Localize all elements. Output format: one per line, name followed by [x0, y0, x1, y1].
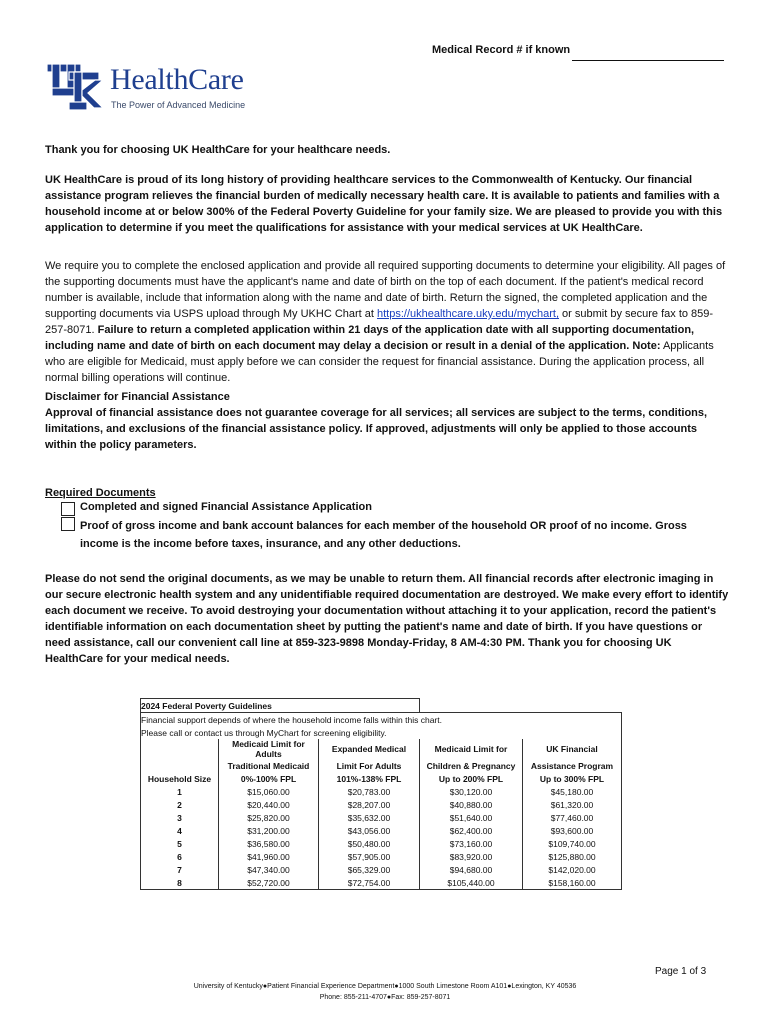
- program-description: UK HealthCare is proud of its long history of providing healthcare services to the Commonwealth of Kentucky. Our financial assistance program relieves the financial burden of medically necessary health care. It is available to patients and families with a household income at or below 300% of the Federal Poverty Guideline for your family size. We are pleased to provide you with this application to determine if you meet the qualifications for assistance with your medical services at UK HealthCare.: [45, 174, 723, 234]
- income-limit-cell: $61,320.00: [523, 798, 622, 811]
- household-size-cell: 4: [141, 824, 219, 837]
- note-label: Note:: [632, 340, 661, 352]
- income-limit-cell: $77,460.00: [523, 811, 622, 824]
- income-limit-cell: $83,920.00: [420, 850, 523, 863]
- income-limit-cell: $51,640.00: [420, 811, 523, 824]
- income-limit-cell: $52,720.00: [219, 876, 319, 890]
- income-limit-cell: $35,632.00: [319, 811, 420, 824]
- income-limit-cell: $15,060.00: [219, 785, 319, 798]
- income-limit-cell: $45,180.00: [523, 785, 622, 798]
- income-limit-cell: $93,600.00: [523, 824, 622, 837]
- disclaimer-body: Approval of financial assistance does not guarantee coverage for all services; all services are subject to the terms, conditions, limitations, and exclusions of the financial assistance policy. If approved, adjustments will only be applied to those accounts within the policy parameters.: [45, 407, 708, 451]
- table-header-cell: Children & Pregnancy: [420, 759, 523, 772]
- table-header-cell: Expanded Medical: [319, 739, 420, 759]
- table-header-cell: Medicaid Limit for: [420, 739, 523, 759]
- table-header-cell: Traditional Medicaid: [219, 759, 319, 772]
- table-header-cell: Household Size: [141, 772, 219, 785]
- poverty-guidelines-table: [140, 698, 622, 890]
- required-doc-item-1: Completed and signed Financial Assistance Application: [80, 501, 372, 513]
- uk-logo-icon: [45, 62, 105, 112]
- instructions-text-a: We require you to complete the enclosed application and provide all required supporting documents to determine your eligibility. All pages of the supporting documents must have the applicant's name and date of birth on the top of each document. If the patient's medical record number is available, include that information along with the name and date of birth. Return the signed, the completed application and the supporting documents via USPS upload through My UKHC Chart at: [45, 260, 726, 320]
- application-instructions: [45, 258, 730, 386]
- table-header-cell: Up to 300% FPL: [523, 772, 622, 785]
- household-size-cell: 3: [141, 811, 219, 824]
- table-header-cell: UK Financial: [523, 739, 622, 759]
- footer-contact: Phone: 855-211-4707●Fax: 859-257-8071: [319, 994, 451, 1001]
- table-row: [141, 785, 622, 798]
- income-limit-cell: $50,480.00: [319, 837, 420, 850]
- intro-text: Thank you for choosing UK HealthCare for your healthcare needs.: [45, 144, 391, 156]
- household-size-cell: 2: [141, 798, 219, 811]
- instructions-text-c: Applicants who are eligible for Medicaid, must apply before we can consider the request for financial assistance. During the application process, all normal billing operations will continue.: [45, 340, 714, 384]
- table-header-cell: [141, 739, 219, 759]
- table-row: [141, 863, 622, 876]
- income-limit-cell: $30,120.00: [420, 785, 523, 798]
- disclaimer-title: Disclaimer for Financial Assistance: [45, 391, 230, 403]
- income-limit-cell: $28,207.00: [319, 798, 420, 811]
- income-limit-cell: $20,783.00: [319, 785, 420, 798]
- table-title: 2024 Federal Poverty Guidelines: [141, 699, 420, 713]
- income-limit-cell: $94,680.00: [420, 863, 523, 876]
- income-limit-cell: $125,880.00: [523, 850, 622, 863]
- table-header-cell: Medicaid Limit for Adults: [219, 739, 319, 759]
- footer-address: University of Kentucky●Patient Financial Experience Department●1000 South Limestone Room A101●Lexington, KY 40536: [193, 983, 577, 990]
- income-limit-cell: $109,740.00: [523, 837, 622, 850]
- required-doc-checkbox-2[interactable]: [61, 517, 75, 531]
- table-note-1: Financial support depends of where the household income falls within this chart.: [141, 713, 622, 727]
- income-limit-cell: $142,020.00: [523, 863, 622, 876]
- table-header-cell: 101%-138% FPL: [319, 772, 420, 785]
- table-row: [141, 876, 622, 890]
- table-row: [141, 824, 622, 837]
- income-limit-cell: $72,754.00: [319, 876, 420, 890]
- income-limit-cell: $25,820.00: [219, 811, 319, 824]
- income-limit-cell: $105,440.00: [420, 876, 523, 890]
- required-documents-title: Required Documents: [45, 487, 156, 499]
- table-header-cell: Up to 200% FPL: [420, 772, 523, 785]
- income-limit-cell: $62,400.00: [420, 824, 523, 837]
- required-doc-checkbox-1[interactable]: [61, 502, 75, 516]
- household-size-cell: 7: [141, 863, 219, 876]
- deadline-warning: Failure to return a completed application within 21 days of the application date with all supporting documentation, including name and date of birth on each document may delay a decision or result in a denial of the application.: [45, 324, 695, 352]
- income-limit-cell: $47,340.00: [219, 863, 319, 876]
- income-limit-cell: $43,056.00: [319, 824, 420, 837]
- logo-wordmark: HealthCare: [110, 63, 244, 96]
- income-limit-cell: $20,440.00: [219, 798, 319, 811]
- medical-record-label: Medical Record # if known: [432, 44, 571, 56]
- documents-notice: Please do not send the original documents, as we may be unable to return them. All financial records after electronic imaging in our secure electronic health system and any unidentifiable required documentation are destroyed. We make every effort to identify each document we receive. To avoid destroying your documentation without attaching it to your application, record the patient's identifiable information on each documentation sheet by putting the patient's name and date of birth. If you have questions or need assistance, call our convenient call line at 859-323-9898 Monday-Friday, 8 AM-4:30 PM. Thank you for choosing UK HealthCare for your medical needs.: [45, 573, 729, 665]
- table-row: [141, 837, 622, 850]
- page-number: Page 1 of 3: [655, 966, 707, 977]
- income-limit-cell: $57,905.00: [319, 850, 420, 863]
- table-header-cell: Limit For Adults: [319, 759, 420, 772]
- income-limit-cell: $73,160.00: [420, 837, 523, 850]
- instructions-text-b: or submit by secure fax to 859-257-8071.: [45, 308, 714, 336]
- income-limit-cell: $65,329.00: [319, 863, 420, 876]
- table-row: [141, 798, 622, 811]
- table-header-cell: [141, 759, 219, 772]
- table-note-2: Please call or contact us through MyChart for screening eligibility.: [141, 726, 622, 739]
- mychart-link[interactable]: https://ukhealthcare.uky.edu/mychart,: [377, 308, 559, 320]
- table-header-cell: 0%-100% FPL: [219, 772, 319, 785]
- household-size-cell: 8: [141, 876, 219, 890]
- logo-tagline: The Power of Advanced Medicine: [111, 100, 246, 110]
- table-header-cell: Assistance Program: [523, 759, 622, 772]
- household-size-cell: 5: [141, 837, 219, 850]
- income-limit-cell: $36,580.00: [219, 837, 319, 850]
- income-limit-cell: $31,200.00: [219, 824, 319, 837]
- table-row: [141, 811, 622, 824]
- income-limit-cell: $40,880.00: [420, 798, 523, 811]
- table-row: [141, 850, 622, 863]
- household-size-cell: 1: [141, 785, 219, 798]
- household-size-cell: 6: [141, 850, 219, 863]
- medical-record-line[interactable]: [572, 60, 724, 61]
- required-doc-item-2: Proof of gross income and bank account balances for each member of the household OR proof of no income. Gross income is the income before taxes, insurance, and any other deductions.: [80, 520, 687, 550]
- income-limit-cell: $41,960.00: [219, 850, 319, 863]
- income-limit-cell: $158,160.00: [523, 876, 622, 890]
